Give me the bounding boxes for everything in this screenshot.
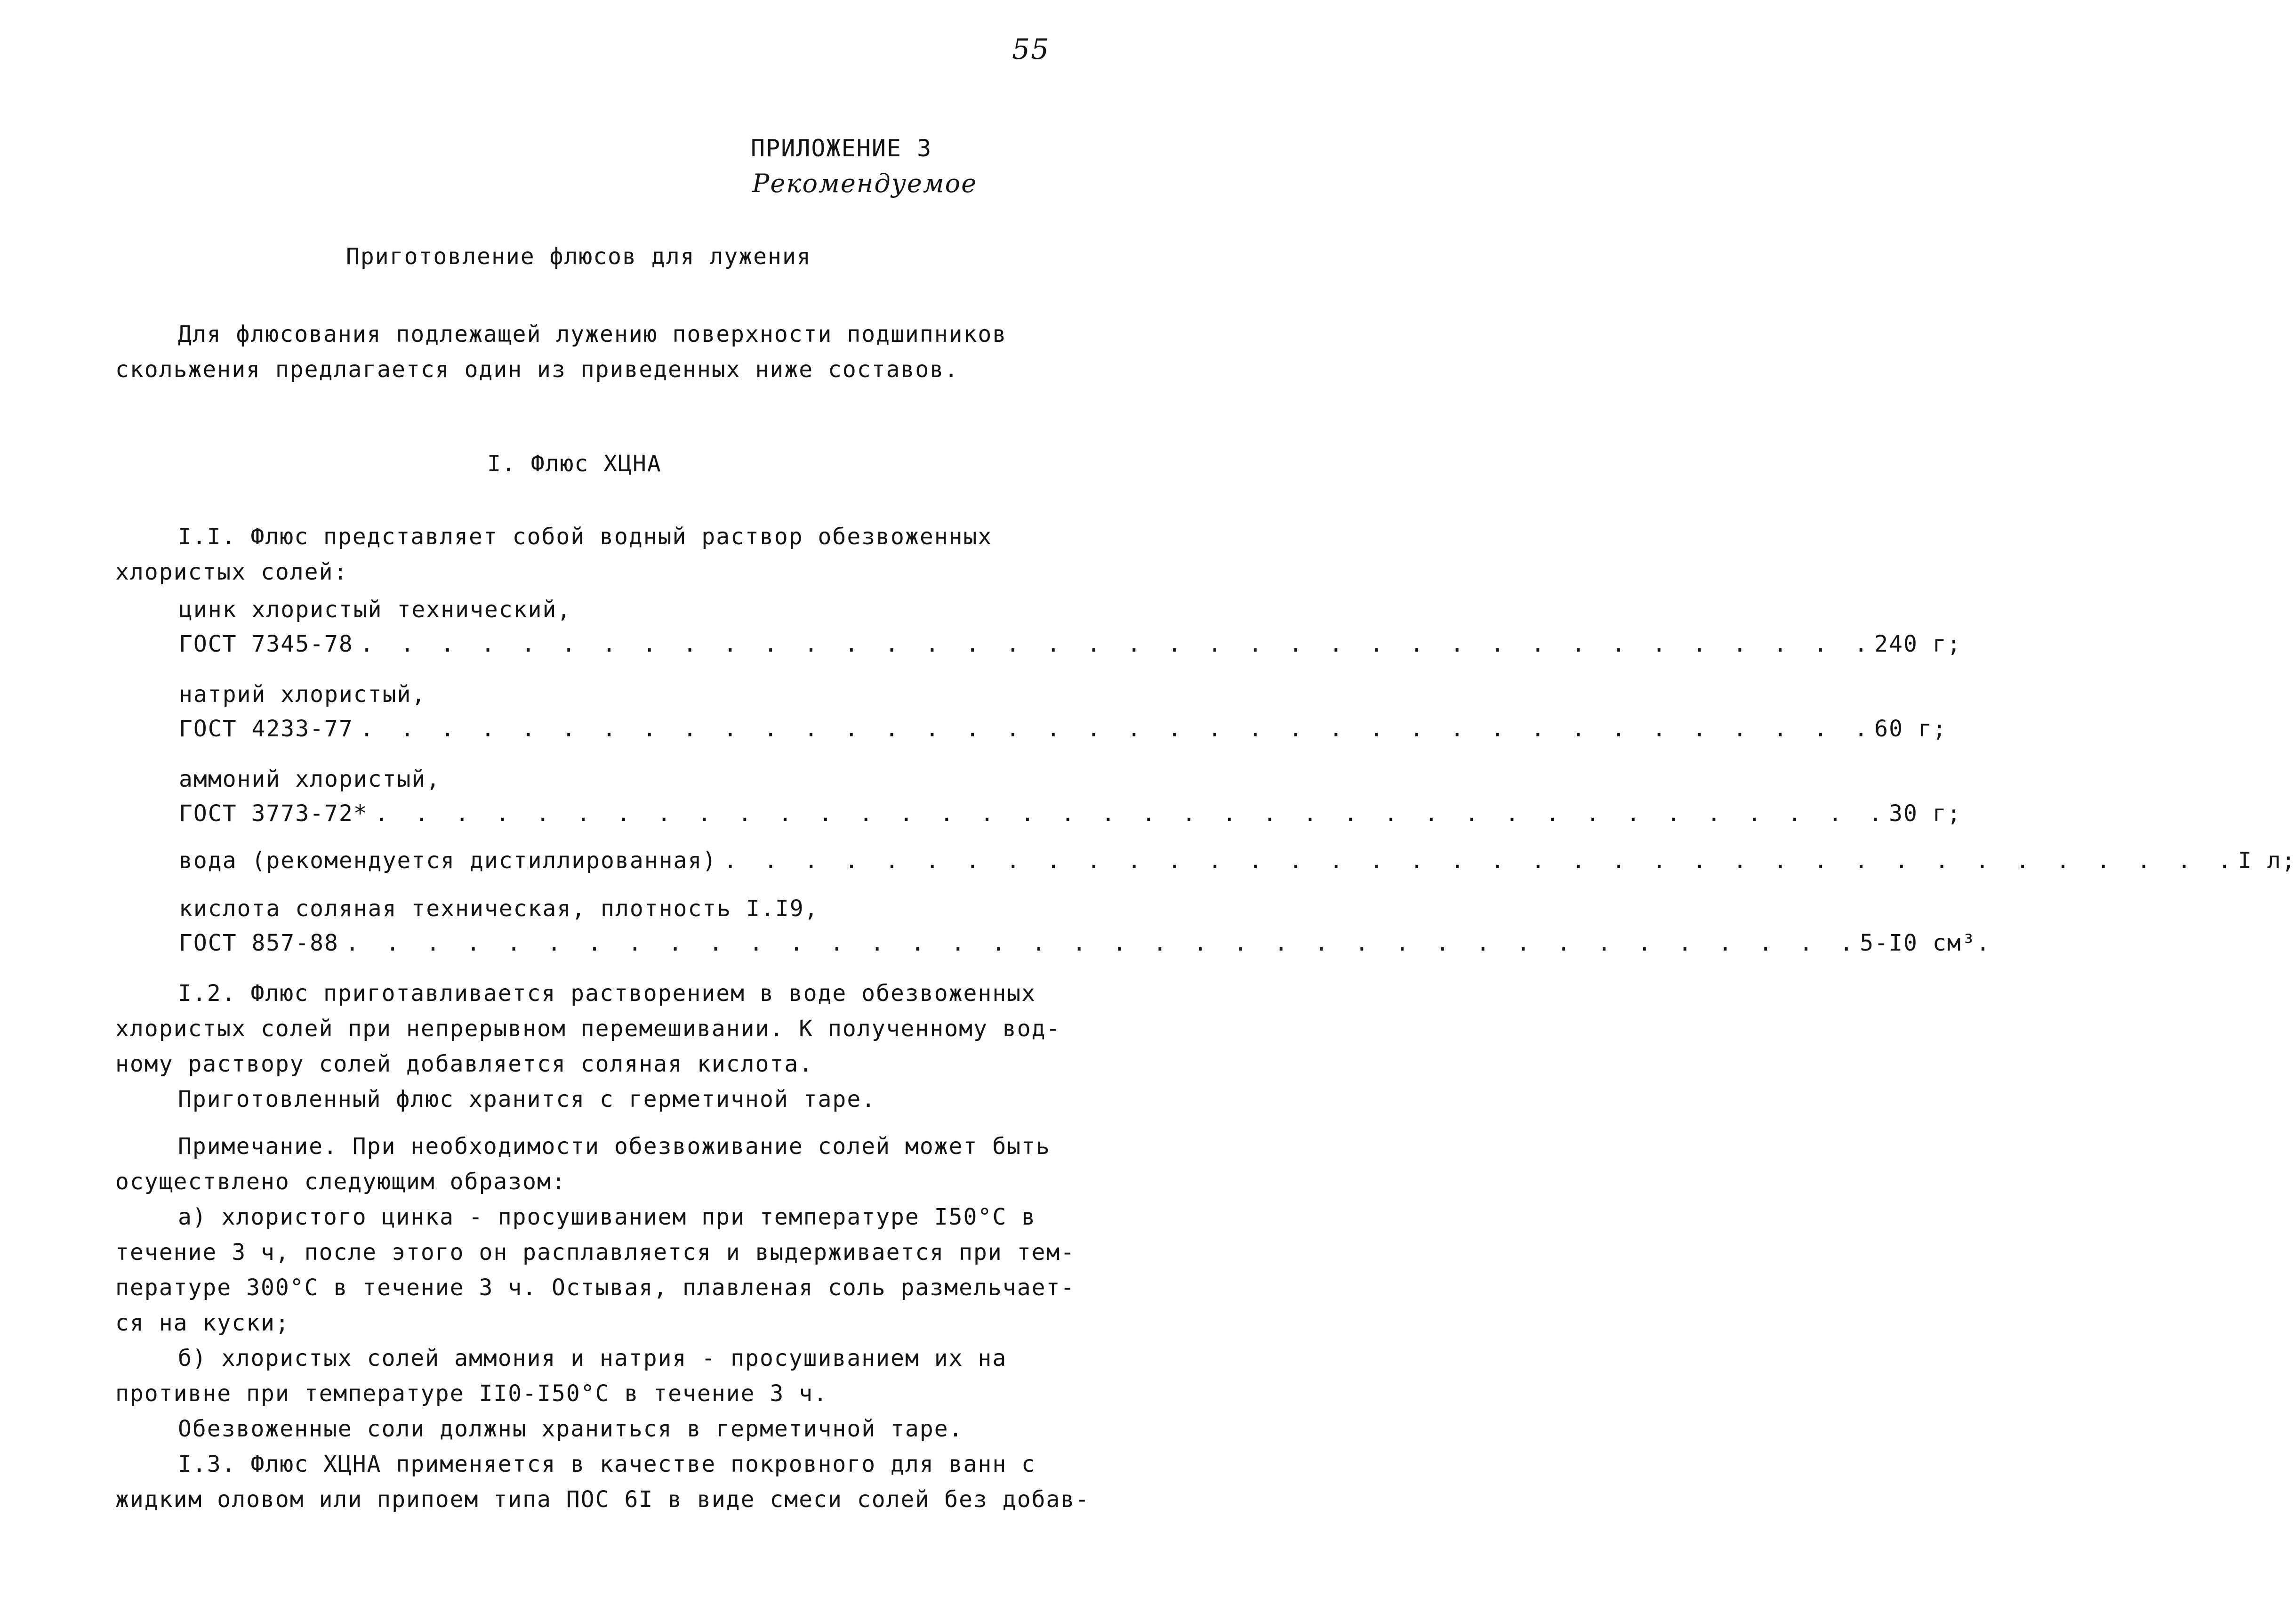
note-line-5: пературе 300°С в течение 3 ч. Остывая, плавленая соль размельчает-	[115, 1274, 1076, 1301]
clause-1-1-line-2: хлористых солей:	[115, 559, 348, 585]
clause-1-3-line-1: I.3. Флюс ХЦНА применяется в качестве покровного для ванн с	[178, 1451, 1036, 1477]
note-line-3: а) хлористого цинка - просушиванием при температуре I50°С в	[178, 1204, 1036, 1230]
leader-dots: . . . . . . . . . . . . . . . . . . . . . . . . . . . . . . . . . . . . . .	[723, 847, 2238, 874]
component-row	[179, 716, 1947, 744]
component-amount: 240 г;	[1874, 631, 1962, 657]
section-title: I. Флюс ХЦНА	[487, 451, 662, 477]
page-heading: Приготовление флюсов для лужения	[346, 243, 811, 270]
intro-line-1: Для флюсования подлежащей лужению поверхности подшипников	[178, 321, 1007, 347]
component-amount: 30 г;	[1889, 800, 1962, 827]
clause-1-3-line-2: жидким оловом или припоем типа ПОС 6I в виде смеси солей без добав-	[115, 1486, 1090, 1513]
component-name: натрий хлористый,	[179, 681, 426, 708]
note-line-8: противне при температуре II0-I50°С в течение 3 ч.	[115, 1380, 828, 1407]
page-number: 55	[1012, 33, 1050, 66]
component-name: кислота соляная техническая, плотность I.I9,	[179, 895, 819, 922]
component-standard: ГОСТ 4233-77	[179, 716, 353, 742]
leader-dots: . . . . . . . . . . . . . . . . . . . . . . . . . . . . . . . . . . . . . .	[360, 716, 1875, 742]
component-row	[179, 800, 1962, 829]
note-line-7: б) хлористых солей аммония и натрия - просушиванием их на	[178, 1345, 1007, 1371]
leader-dots: . . . . . . . . . . . . . . . . . . . . . . . . . . . . . . . . . . . . . .	[360, 631, 1875, 657]
note-line-6: ся на куски;	[115, 1310, 290, 1336]
component-standard: ГОСТ 3773-72*	[179, 800, 368, 827]
note-line-4: течение 3 ч, после этого он расплавляется и выдерживается при тем-	[115, 1239, 1076, 1266]
appendix-title: ПРИЛОЖЕНИЕ 3	[751, 135, 932, 162]
component-name: цинк хлористый технический,	[179, 597, 572, 623]
clause-1-2-line-2: хлористых солей при непрерывном перемешивании. К полученному вод-	[115, 1016, 1061, 1042]
clause-1-2-line-3: ному раствору солей добавляется соляная кислота.	[115, 1051, 814, 1077]
component-name: аммоний хлористый,	[179, 766, 441, 792]
component-standard: ГОСТ 857-88	[179, 930, 339, 956]
leader-dots: . . . . . . . . . . . . . . . . . . . . . . . . . . . . . . . . . . . . . .	[374, 800, 1889, 827]
component-row	[179, 631, 1962, 659]
clause-1-2-line-1: I.2. Флюс приготавливается растворением в воде обезвоженных	[178, 980, 1036, 1007]
note-line-1: Примечание. При необходимости обезвоживание солей может быть	[178, 1133, 1051, 1160]
component-amount: 60 г;	[1874, 716, 1947, 742]
intro-line-2: скольжения предлагается один из приведенных ниже составов.	[115, 356, 959, 383]
component-row	[179, 847, 2296, 876]
component-row	[179, 930, 1991, 958]
component-standard: ГОСТ 7345-78	[179, 631, 353, 657]
note-line-2: осуществлено следующим образом:	[115, 1169, 566, 1195]
component-standard: вода (рекомендуется дистиллированная)	[179, 847, 717, 874]
component-amount: I л;	[2238, 847, 2296, 874]
leader-dots: . . . . . . . . . . . . . . . . . . . . . . . . . . . . . . . . . . . . . .	[345, 930, 1860, 956]
clause-1-2-line-4: Приготовленный флюс хранится с герметичной таре.	[178, 1086, 876, 1113]
appendix-status: Рекомендуемое	[752, 169, 978, 198]
clause-1-1-line-1: I.I. Флюс представляет собой водный раствор обезвоженных	[178, 524, 993, 550]
component-amount: 5-I0 см³.	[1860, 930, 1991, 956]
note-line-9: Обезвоженные соли должны храниться в герметичной таре.	[178, 1416, 963, 1442]
